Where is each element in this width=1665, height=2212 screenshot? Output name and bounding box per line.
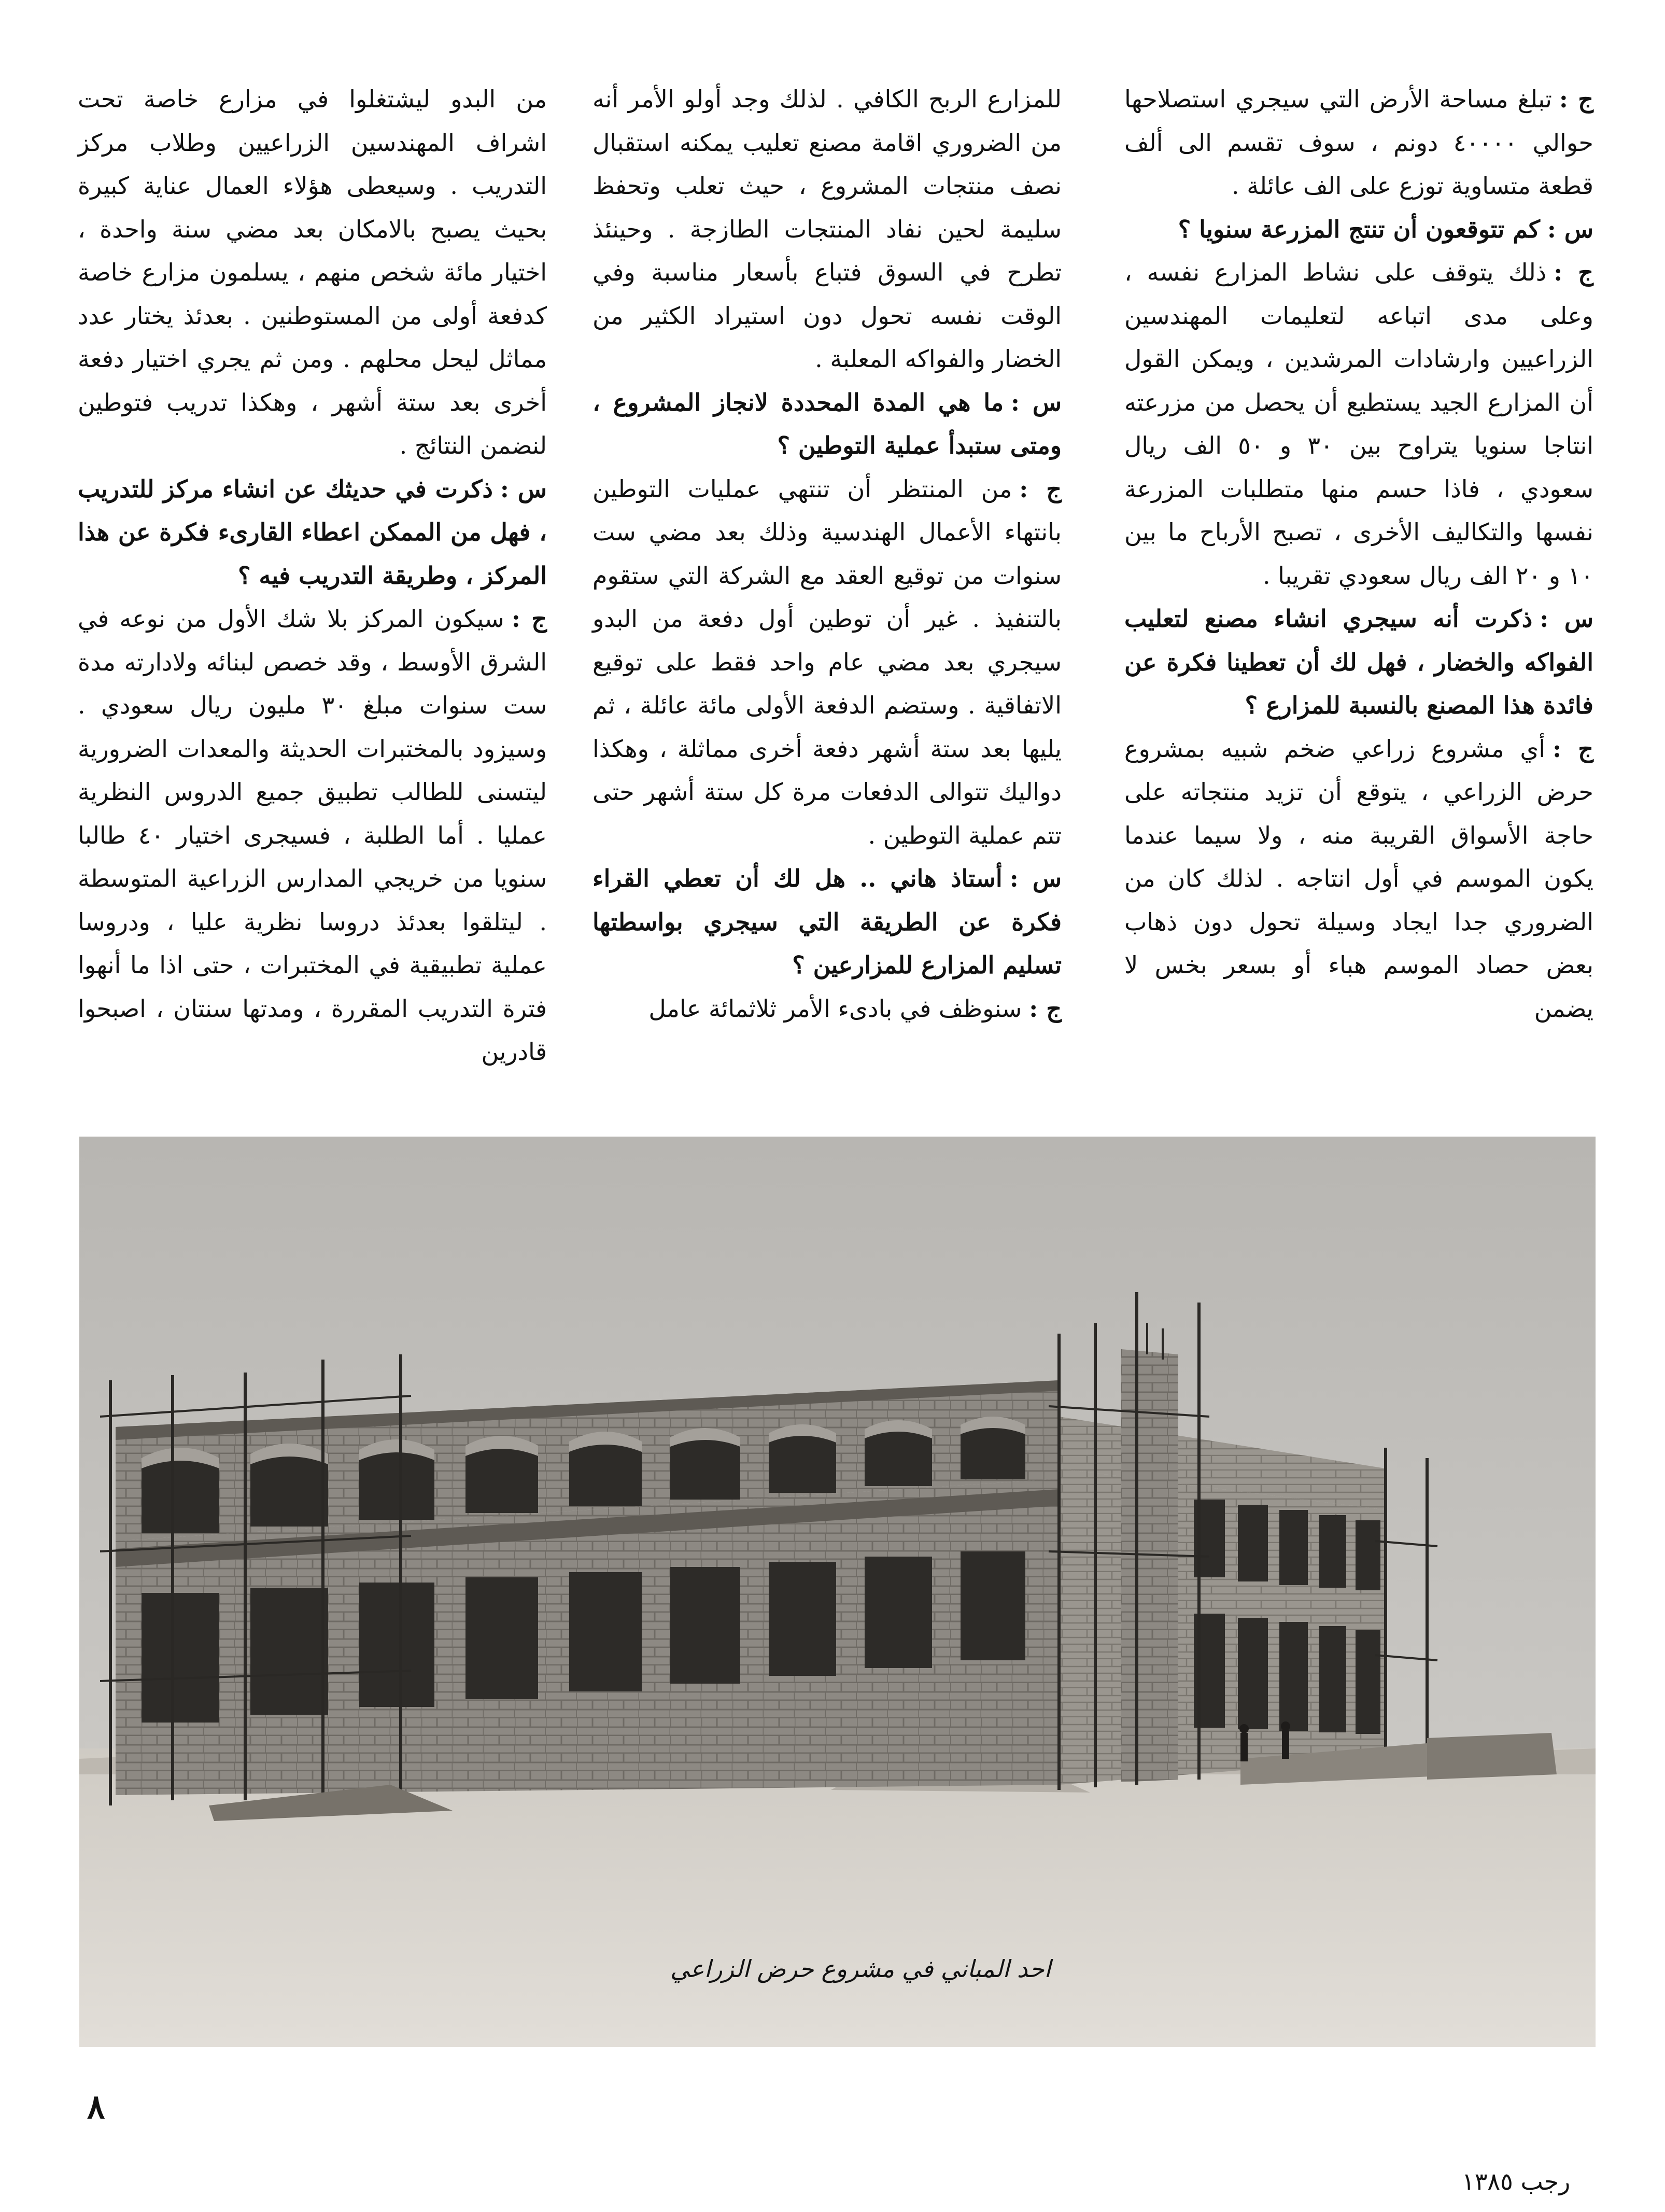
answer-paragraph: [1124, 727, 1593, 1031]
answer-marker: ج :: [1029, 994, 1062, 1023]
answer-paragraph: [1124, 78, 1593, 208]
continuation-paragraph: [592, 78, 1062, 381]
question-marker: س :: [1009, 864, 1062, 892]
paragraph-text: أستاذ هاني .. هل لك أن تعطي القراء فكرة عن الطريقة التي سيجري بواسطتها تسليم المزارع للمزارعين ؟: [592, 864, 1062, 979]
paragraph-text: تبلغ مساحة الأرض التي سيجري استصلاحها حوالي ٤٠٠٠٠ دونم ، سوف تقسم الى ألف قطعة متساوية توزع على الف عائلة .: [1124, 85, 1593, 200]
answer-marker: ج :: [1553, 734, 1593, 763]
question-marker: س :: [1011, 388, 1062, 416]
photo-caption: احد المباني في مشروع حرض الزراعي: [670, 1955, 1051, 1983]
answer-paragraph: [592, 987, 1062, 1031]
construction-photo: [79, 1137, 1596, 2047]
question-paragraph: [592, 381, 1062, 468]
question-paragraph: [1124, 208, 1593, 251]
article-column-middle: [592, 78, 1062, 1068]
continuation-paragraph: [78, 78, 547, 468]
article-column-left: [78, 78, 547, 1068]
paragraph-text: كم تتوقعون أن تنتج المزرعة سنويا ؟: [1178, 215, 1540, 243]
question-marker: س :: [1540, 605, 1593, 633]
article-column-right: [1124, 78, 1593, 1068]
issue-date: رجب ١٣٨٥: [1462, 2167, 1571, 2195]
answer-marker: ج :: [1559, 85, 1593, 113]
paragraph-text: أي مشروع زراعي ضخم شبيه بمشروع حرض الزراعي ، يتوقع أن تزيد منتجاته على حاجة الأسواق القريبة منه ، ولا سيما عندما يكون الموسم في أول انتاجه . لذلك كان من الضروري جدا ايجاد وسيلة تحول دون ذهاب بعض حصاد الموسم هباء أو بسعر بخس لا يضمن: [1124, 734, 1593, 1023]
answer-marker: ج :: [1554, 258, 1593, 286]
paragraph-text: للمزارع الربح الكافي . لذلك وجد أولو الأمر أنه من الضروري اقامة مصنع تعليب يمكنه استقبال نصف منتجات المشروع ، حيث تعلب وتحفظ سليمة لحين نفاد المنتجات الطازجة . وحينئذ تطرح في السوق فتباع بأسعار مناسبة وفي الوقت نفسه تحول دون استيراد الكثير من الخضار والفواكه المعلبة .: [592, 85, 1062, 373]
paragraph-text: ذلك يتوقف على نشاط المزارع نفسه ، وعلى مدى اتباعه لتعليمات المهندسين الزراعيين وارشادات المرشدين ، ويمكن القول أن المزارع الجيد يستطيع أن يحصل من مزرعته انتاجا سنويا يتراوح بين ٣٠ و ٥٠ الف ريال سعودي ، فاذا حسم منها متطلبات المزرعة نفسها والتكاليف الأخرى ، تصبح الأرباح ما بين ١٠ و ٢٠ الف ريال سعودي تقريبا .: [1124, 258, 1593, 590]
paragraph-text: من البدو ليشتغلوا في مزارع خاصة تحت اشراف المهندسين الزراعيين وطلاب مركز التدريب . وسيعطى هؤلاء العمال عناية كبيرة بحيث يصبح بالامكان بعد مضي سنة واحدة ، اختيار مائة شخص منهم ، يسلمون مزارع خاصة كدفعة أولى من المستوطنين . بعدئذ يختار عدد مماثل ليحل محلهم . ومن ثم يجري اختيار دفعة أخرى بعد ستة أشهر ، وهكذا تدريب فتوطين لنضمن النتائج .: [78, 85, 547, 459]
building-illustration: [79, 1137, 1596, 2047]
answer-paragraph: [1124, 251, 1593, 597]
question-paragraph: [78, 468, 547, 598]
question-paragraph: [1124, 597, 1593, 727]
question-paragraph: [592, 857, 1062, 987]
paragraph-text: سيكون المركز بلا شك الأول من نوعه في الشرق الأوسط ، وقد خصص لبنائه ولادارته مدة ست سنوات مبلغ ٣٠ مليون ريال سعودي . وسيزود بالمختبرات الحديثة والمعدات الضرورية ليتسنى للطالب تطبيق جميع الدروس النظرية عمليا . أما الطلبة ، فسيجرى اختيار ٤٠ طالبا سنويا من خريجي المدارس الزراعية المتوسطة . ليتلقوا بعدئذ دروسا نظرية عليا ، ودروسا عملية تطبيقية في المختبرات ، حتى اذا ما أنهوا فترة التدريب المقررة ، ومدتها سنتان ، اصبحوا قادرين: [78, 605, 547, 1066]
answer-paragraph: [592, 468, 1062, 858]
paragraph-text: ذكرت أنه سيجري انشاء مصنع لتعليب الفواكه والخضار ، فهل لك أن تعطينا فكرة عن فائدة هذا المصنع بالنسبة للمزارع ؟: [1124, 605, 1593, 719]
question-marker: س :: [500, 474, 547, 503]
answer-paragraph: [78, 597, 547, 1074]
paragraph-text: ذكرت في حديثك عن انشاء مركز للتدريب ، فهل من الممكن اعطاء القارىء فكرة عن هذا المركز ، وطريقة التدريب فيه ؟: [78, 474, 547, 590]
answer-marker: ج :: [1019, 474, 1062, 503]
answer-marker: ج :: [511, 605, 547, 633]
paragraph-text: من المنتظر أن تنتهي عمليات التوطين بانتهاء الأعمال الهندسية وذلك بعد مضي ست سنوات من توقيع العقد مع الشركة التي ستقوم بالتنفيذ . غير أن توطين أول دفعة من البدو سيجري بعد مضي عام واحد فقط على توقيع الاتفاقية . وستضم الدفعة الأولى مائة عائلة ، ثم يليها بعد ستة أشهر دفعة أخرى مماثلة ، وهكذا دواليك تتوالى الدفعات مرة كل ستة أشهر حتى تتم عملية التوطين .: [592, 474, 1062, 849]
page-number: ٨: [87, 2088, 105, 2126]
question-marker: س :: [1547, 215, 1593, 243]
paragraph-text: ما هي المدة المحددة لانجاز المشروع ، ومتى ستبدأ عملية التوطين ؟: [592, 388, 1062, 459]
paragraph-text: سنوظف في بادىء الأمر ثلاثمائة عامل: [648, 994, 1022, 1023]
